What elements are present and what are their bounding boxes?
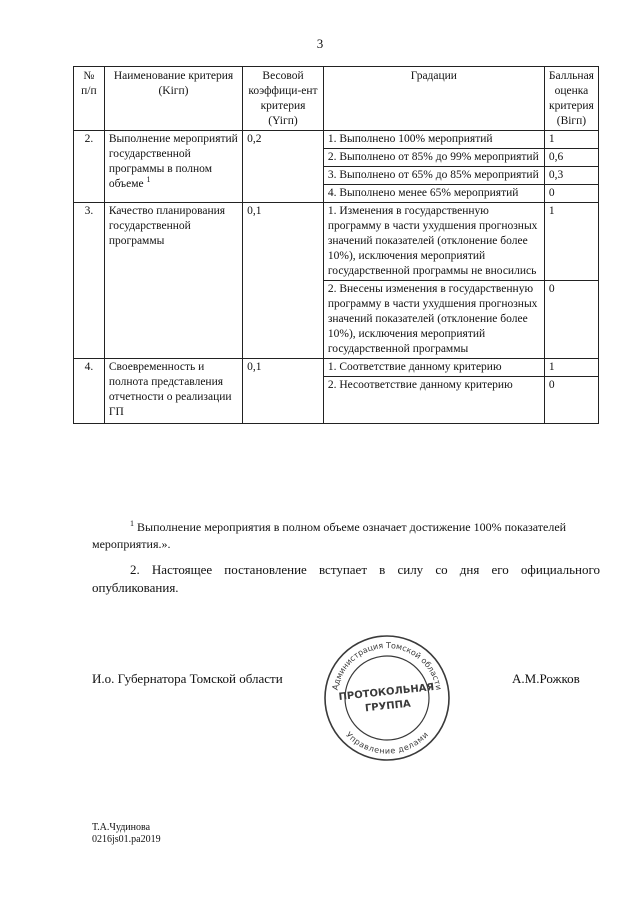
footnote-text: Выполнение мероприятия в полном объеме означает достижение 100% показателей мероприятия.».: [92, 520, 567, 551]
table-row: [74, 359, 599, 377]
score-cell: 0: [544, 281, 598, 359]
stamp-center-line-1: ПРОТОКОЛЬНАЯ: [338, 682, 435, 704]
row-weight: 0,2: [243, 131, 324, 203]
signatory-name: А.М.Рожков: [512, 671, 580, 686]
stamp-center-line-2: ГРУППА: [364, 698, 412, 715]
footnote-ref: 1: [146, 175, 151, 185]
score-cell: 0,6: [544, 149, 598, 167]
score-cell: 1: [544, 131, 598, 149]
gradation-cell: 2. Несоответствие данному критерию: [323, 377, 544, 424]
signatory-position: И.о. Губернатора Томской области: [92, 671, 283, 686]
effective-clause: 2. Настоящее постановление вступает в силу со дня его официального опубликования.: [92, 562, 600, 595]
gradation-cell: 2. Выполнено от 85% до 99% мероприятий: [323, 149, 544, 167]
header-name: Наименование критерия (Kiгп): [104, 67, 242, 131]
gradation-cell: 1. Выполнено 100% мероприятий: [323, 131, 544, 149]
score-cell: 1: [544, 359, 598, 377]
row-num: 4.: [74, 359, 105, 424]
criterion-text: Выполнение мероприятий государственной программы в полном объеме: [108, 133, 238, 190]
document-code: 0216js01.pa2019: [92, 834, 161, 845]
gradation-cell: 3. Выполнено от 65% до 85% мероприятий: [323, 167, 544, 185]
header-score: Балльная оценка критерия (Biгп): [544, 67, 598, 131]
executor-block: [92, 822, 161, 846]
row-num: 3.: [74, 203, 105, 359]
official-stamp: [322, 633, 452, 763]
footnote-mark: 1: [130, 519, 134, 528]
row-weight: 0,1: [243, 359, 324, 424]
row-criterion-name: [104, 131, 242, 203]
gradation-cell: 4. Выполнено менее 65% мероприятий: [323, 185, 544, 203]
score-cell: 0: [544, 185, 598, 203]
table-row: [74, 203, 599, 281]
score-cell: 0: [544, 377, 598, 424]
table-row: [74, 131, 599, 149]
row-num: 2.: [74, 131, 105, 203]
gradation-cell: 2. Внесены изменения в государственную программу в части ухудшения прогнозных значений показателей (отклонение более 10%), исключения мероприятий государственной программы: [323, 281, 544, 359]
header-gradations: Градации: [323, 67, 544, 131]
score-cell: 0,3: [544, 167, 598, 185]
row-weight: 0,1: [243, 203, 324, 359]
stamp-ring-top-text: Администрация Томской области: [330, 640, 444, 691]
stamp-ring-bottom-text: Управление делами: [344, 730, 430, 756]
executor-name: Т.А.Чудинова: [92, 822, 151, 833]
footnote: [92, 519, 602, 553]
header-weight: Весовой коэффици-ент критерия (Yiгп): [243, 67, 324, 131]
gradation-cell: 1. Соответствие данному критерию: [323, 359, 544, 377]
row-criterion-name: Своевременность и полнота представления отчетности о реализации ГП: [104, 359, 242, 424]
row-criterion-name: Качество планирования государственной программы: [104, 203, 242, 359]
criteria-table: [73, 66, 599, 424]
table-header-row: [74, 67, 599, 131]
header-num: № п/п: [74, 67, 105, 131]
score-cell: 1: [544, 203, 598, 281]
gradation-cell: 1. Изменения в государственную программу в части ухудшения прогнозных значений показателей (отклонение более 10%), исключения мероприятий государственной программы не вносились: [323, 203, 544, 281]
page-number: 3: [316, 36, 324, 51]
